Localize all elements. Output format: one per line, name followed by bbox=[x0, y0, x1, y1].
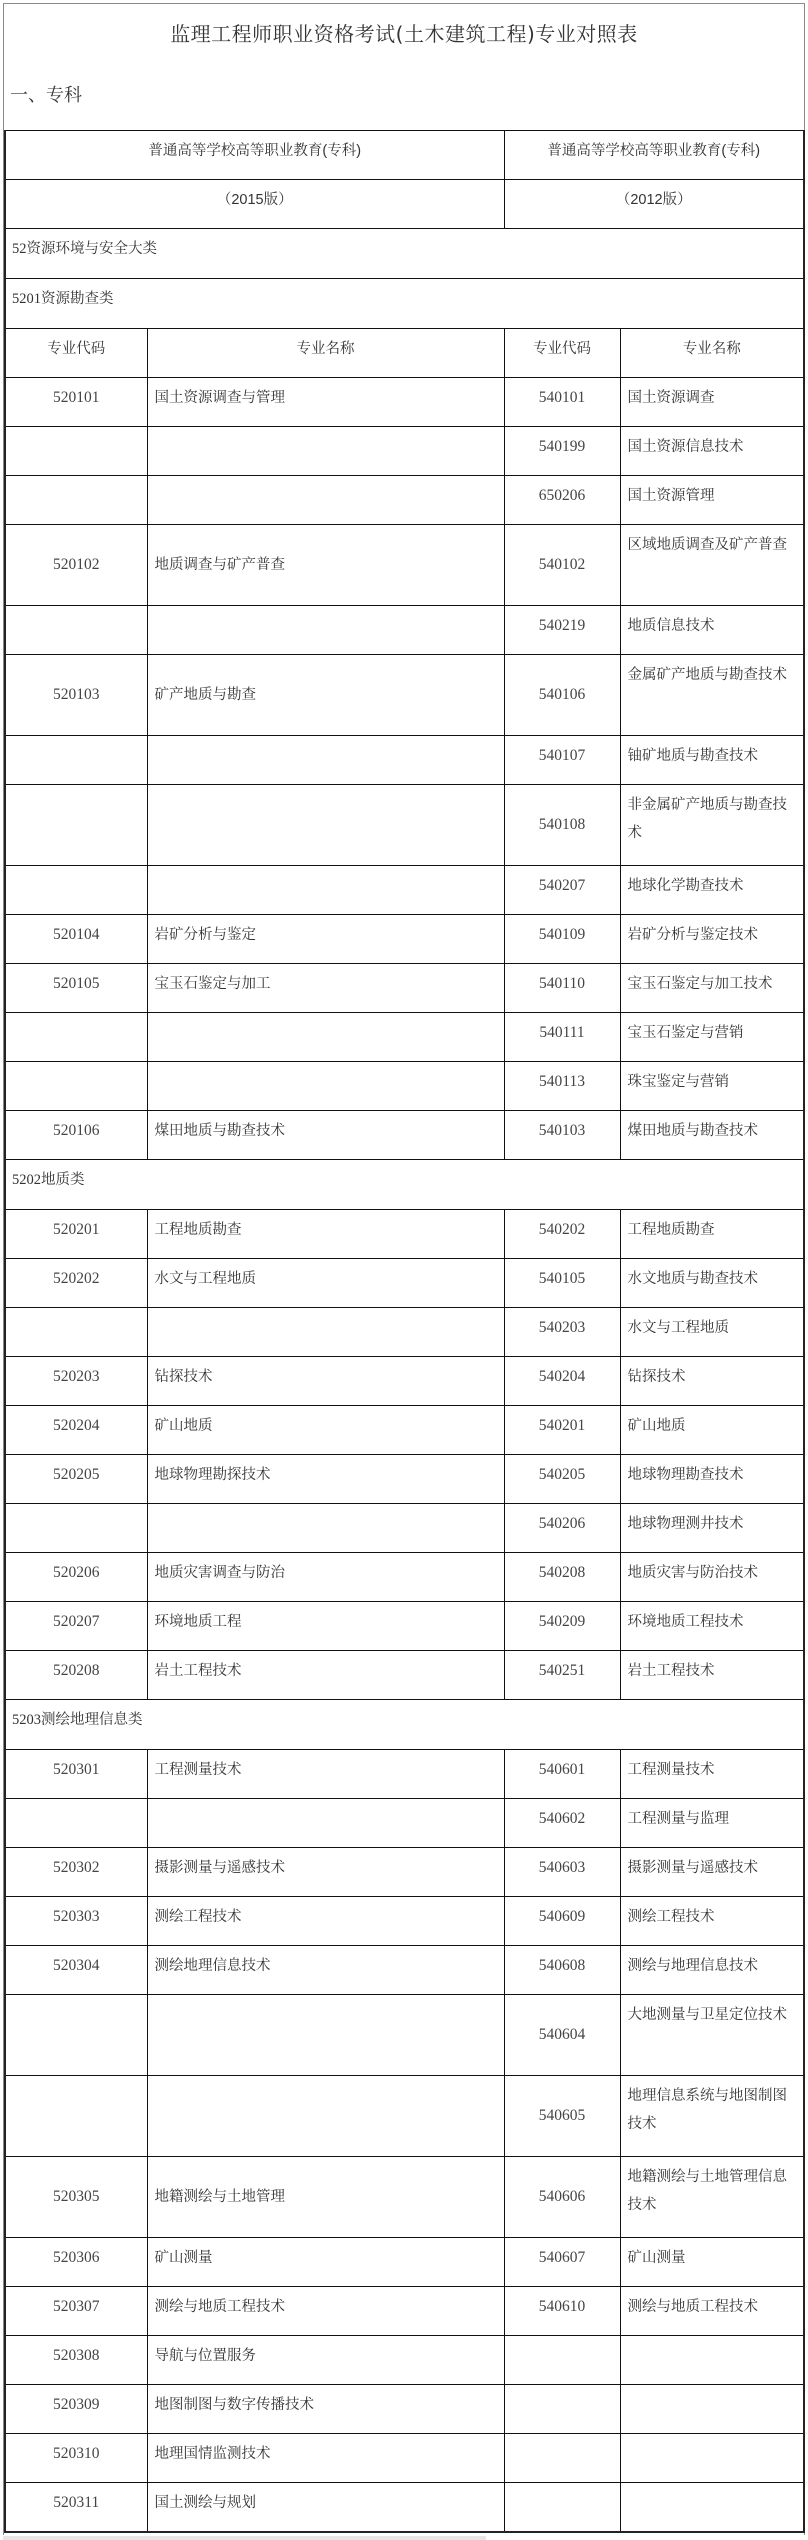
right-edition-title: 普通高等学校高等职业教育(专科) bbox=[504, 131, 804, 180]
name-2015 bbox=[147, 1062, 504, 1111]
table-row bbox=[5, 2385, 804, 2434]
table-row bbox=[5, 1210, 804, 1259]
name-2012: 矿山测量 bbox=[620, 2238, 804, 2287]
table-row bbox=[5, 1995, 804, 2076]
code-2015 bbox=[5, 1062, 147, 1111]
table-row bbox=[5, 1357, 804, 1406]
category-row bbox=[5, 279, 804, 329]
name-2012: 国土资源管理 bbox=[620, 476, 804, 525]
code-2012: 540110 bbox=[504, 964, 620, 1013]
name-2015: 地理国情监测技术 bbox=[147, 2434, 504, 2483]
name-2015: 测绘工程技术 bbox=[147, 1897, 504, 1946]
table-row bbox=[5, 378, 804, 427]
name-2012: 测绘与地质工程技术 bbox=[620, 2287, 804, 2336]
name-2012: 宝玉石鉴定与加工技术 bbox=[620, 964, 804, 1013]
name-2015: 岩土工程技术 bbox=[147, 1651, 504, 1700]
code-2015: 520103 bbox=[5, 655, 147, 736]
name-2012: 非金属矿产地质与勘查技术 bbox=[620, 785, 804, 866]
table-row bbox=[5, 1799, 804, 1848]
left-edition-version: （2015版） bbox=[5, 180, 504, 229]
code-2012: 540206 bbox=[504, 1504, 620, 1553]
code-2015 bbox=[5, 785, 147, 866]
code-2015 bbox=[5, 1308, 147, 1357]
code-2012: 540204 bbox=[504, 1357, 620, 1406]
name-2012: 摄影测量与遥感技术 bbox=[620, 1848, 804, 1897]
name-2015 bbox=[147, 1504, 504, 1553]
name-2015: 测绘与地质工程技术 bbox=[147, 2287, 504, 2336]
name-2015: 环境地质工程 bbox=[147, 1602, 504, 1651]
major-comparison-table bbox=[4, 130, 805, 2533]
name-2012: 钻探技术 bbox=[620, 1357, 804, 1406]
code-2012: 540201 bbox=[504, 1406, 620, 1455]
name-2012: 地球化学勘查技术 bbox=[620, 866, 804, 915]
name-2012: 地质灾害与防治技术 bbox=[620, 1553, 804, 1602]
name-2012: 珠宝鉴定与营销 bbox=[620, 1062, 804, 1111]
category-5203: 5203测绘地理信息类 bbox=[5, 1700, 804, 1750]
name-2015: 地球物理勘探技术 bbox=[147, 1455, 504, 1504]
code-2012: 540602 bbox=[504, 1799, 620, 1848]
right-edition-version: （2012版） bbox=[504, 180, 804, 229]
name-2015: 工程地质勘查 bbox=[147, 1210, 504, 1259]
edition-version-row bbox=[5, 180, 804, 229]
name-2015: 国土资源调查与管理 bbox=[147, 378, 504, 427]
name-2015: 矿山地质 bbox=[147, 1406, 504, 1455]
name-2015: 国土测绘与规划 bbox=[147, 2483, 504, 2532]
code-2012: 540610 bbox=[504, 2287, 620, 2336]
code-2012: 540605 bbox=[504, 2076, 620, 2157]
code-2012: 540219 bbox=[504, 606, 620, 655]
name-2012 bbox=[620, 2336, 804, 2385]
code-2012: 540609 bbox=[504, 1897, 620, 1946]
table-row bbox=[5, 1504, 804, 1553]
name-2015: 地质调查与矿产普查 bbox=[147, 525, 504, 606]
horizontal-scrollbar[interactable] bbox=[3, 2536, 486, 2540]
name-2012 bbox=[620, 2385, 804, 2434]
table-row bbox=[5, 476, 804, 525]
code-2015: 520303 bbox=[5, 1897, 147, 1946]
code-2015: 520308 bbox=[5, 2336, 147, 2385]
code-2012: 540251 bbox=[504, 1651, 620, 1700]
code-2015: 520306 bbox=[5, 2238, 147, 2287]
code-2012 bbox=[504, 2434, 620, 2483]
name-2015: 工程测量技术 bbox=[147, 1750, 504, 1799]
name-2015: 水文与工程地质 bbox=[147, 1259, 504, 1308]
code-2012: 540106 bbox=[504, 655, 620, 736]
code-2012: 540608 bbox=[504, 1946, 620, 1995]
category-row bbox=[5, 1160, 804, 1210]
code-2015: 520206 bbox=[5, 1553, 147, 1602]
name-2012: 岩土工程技术 bbox=[620, 1651, 804, 1700]
code-2015: 520310 bbox=[5, 2434, 147, 2483]
code-2012 bbox=[504, 2385, 620, 2434]
name-2015 bbox=[147, 2076, 504, 2157]
code-2015 bbox=[5, 1504, 147, 1553]
name-2015 bbox=[147, 1308, 504, 1357]
column-header-code-2015: 专业代码 bbox=[5, 329, 147, 378]
code-2012: 540105 bbox=[504, 1259, 620, 1308]
table-row bbox=[5, 2287, 804, 2336]
name-2012: 测绘工程技术 bbox=[620, 1897, 804, 1946]
edition-title-row bbox=[5, 131, 804, 180]
code-2015 bbox=[5, 866, 147, 915]
name-2012: 区域地质调查及矿产普查 bbox=[620, 525, 804, 606]
code-2015: 520202 bbox=[5, 1259, 147, 1308]
name-2015 bbox=[147, 1995, 504, 2076]
name-2012: 煤田地质与勘查技术 bbox=[620, 1111, 804, 1160]
code-2012: 540101 bbox=[504, 378, 620, 427]
table-row bbox=[5, 1651, 804, 1700]
code-2015 bbox=[5, 2076, 147, 2157]
name-2012: 大地测量与卫星定位技术 bbox=[620, 1995, 804, 2076]
code-2015: 520307 bbox=[5, 2287, 147, 2336]
code-2015: 520201 bbox=[5, 1210, 147, 1259]
table-row bbox=[5, 427, 804, 476]
column-header-name-2012: 专业名称 bbox=[620, 329, 804, 378]
column-header-name-2015: 专业名称 bbox=[147, 329, 504, 378]
code-2015: 520207 bbox=[5, 1602, 147, 1651]
name-2015: 矿山测量 bbox=[147, 2238, 504, 2287]
name-2012: 地籍测绘与土地管理信息技术 bbox=[620, 2157, 804, 2238]
table-row bbox=[5, 1111, 804, 1160]
name-2015: 岩矿分析与鉴定 bbox=[147, 915, 504, 964]
code-2015: 520105 bbox=[5, 964, 147, 1013]
table-row bbox=[5, 1946, 804, 1995]
name-2015: 测绘地理信息技术 bbox=[147, 1946, 504, 1995]
name-2012: 测绘与地理信息技术 bbox=[620, 1946, 804, 1995]
table-row bbox=[5, 2336, 804, 2385]
code-2015: 520208 bbox=[5, 1651, 147, 1700]
name-2012: 金属矿产地质与勘查技术 bbox=[620, 655, 804, 736]
name-2015: 矿产地质与勘查 bbox=[147, 655, 504, 736]
code-2015: 520204 bbox=[5, 1406, 147, 1455]
name-2015: 钻探技术 bbox=[147, 1357, 504, 1406]
name-2012: 岩矿分析与鉴定技术 bbox=[620, 915, 804, 964]
table-row bbox=[5, 1406, 804, 1455]
name-2012: 国土资源调查 bbox=[620, 378, 804, 427]
table-row bbox=[5, 1553, 804, 1602]
code-2015: 520311 bbox=[5, 2483, 147, 2532]
code-2012: 540209 bbox=[504, 1602, 620, 1651]
table-row bbox=[5, 2076, 804, 2157]
table-row bbox=[5, 1750, 804, 1799]
name-2012 bbox=[620, 2483, 804, 2532]
code-2012: 540601 bbox=[504, 1750, 620, 1799]
code-2015 bbox=[5, 1799, 147, 1848]
name-2012: 水文与工程地质 bbox=[620, 1308, 804, 1357]
name-2015: 宝玉石鉴定与加工 bbox=[147, 964, 504, 1013]
code-2012: 540208 bbox=[504, 1553, 620, 1602]
category-major: 52资源环境与安全大类 bbox=[5, 229, 804, 279]
name-2015 bbox=[147, 1799, 504, 1848]
table-row bbox=[5, 2157, 804, 2238]
table-row bbox=[5, 606, 804, 655]
code-2015 bbox=[5, 606, 147, 655]
table-row bbox=[5, 1308, 804, 1357]
name-2015 bbox=[147, 1013, 504, 1062]
name-2012: 地球物理测井技术 bbox=[620, 1504, 804, 1553]
name-2012: 宝玉石鉴定与营销 bbox=[620, 1013, 804, 1062]
table-row bbox=[5, 915, 804, 964]
category-5202: 5202地质类 bbox=[5, 1160, 804, 1210]
code-2015: 520104 bbox=[5, 915, 147, 964]
name-2015 bbox=[147, 606, 504, 655]
name-2012: 工程地质勘查 bbox=[620, 1210, 804, 1259]
name-2015 bbox=[147, 476, 504, 525]
document-title: 监理工程师职业资格考试(土木建筑工程)专业对照表 bbox=[170, 22, 638, 46]
name-2012: 地质信息技术 bbox=[620, 606, 804, 655]
code-2012: 650206 bbox=[504, 476, 620, 525]
name-2015 bbox=[147, 427, 504, 476]
code-2012: 540207 bbox=[504, 866, 620, 915]
code-2015: 520102 bbox=[5, 525, 147, 606]
table-row bbox=[5, 655, 804, 736]
table-row bbox=[5, 1848, 804, 1897]
left-edition-title: 普通高等学校高等职业教育(专科) bbox=[5, 131, 504, 180]
code-2015: 520106 bbox=[5, 1111, 147, 1160]
table-row bbox=[5, 736, 804, 785]
code-2015: 520205 bbox=[5, 1455, 147, 1504]
code-2015: 520301 bbox=[5, 1750, 147, 1799]
code-2012: 540202 bbox=[504, 1210, 620, 1259]
table-row bbox=[5, 1062, 804, 1111]
code-2012: 540603 bbox=[504, 1848, 620, 1897]
name-2012: 地理信息系统与地图制图技术 bbox=[620, 2076, 804, 2157]
code-2012: 540113 bbox=[504, 1062, 620, 1111]
name-2012: 地球物理勘查技术 bbox=[620, 1455, 804, 1504]
name-2012: 水文地质与勘查技术 bbox=[620, 1259, 804, 1308]
name-2012: 矿山地质 bbox=[620, 1406, 804, 1455]
name-2015: 地图制图与数字传播技术 bbox=[147, 2385, 504, 2434]
code-2012: 540604 bbox=[504, 1995, 620, 2076]
code-2012: 540108 bbox=[504, 785, 620, 866]
table-row bbox=[5, 525, 804, 606]
name-2015: 导航与位置服务 bbox=[147, 2336, 504, 2385]
code-2012: 540205 bbox=[504, 1455, 620, 1504]
name-2012: 工程测量与监理 bbox=[620, 1799, 804, 1848]
table-row bbox=[5, 2238, 804, 2287]
code-2015 bbox=[5, 427, 147, 476]
code-2015 bbox=[5, 736, 147, 785]
table-row bbox=[5, 2483, 804, 2532]
column-header-row bbox=[5, 329, 804, 378]
category-row bbox=[5, 229, 804, 279]
code-2015: 520302 bbox=[5, 1848, 147, 1897]
table-row bbox=[5, 785, 804, 866]
name-2015: 地质灾害调查与防治 bbox=[147, 1553, 504, 1602]
table-row bbox=[5, 866, 804, 915]
name-2015: 摄影测量与遥感技术 bbox=[147, 1848, 504, 1897]
name-2015 bbox=[147, 736, 504, 785]
name-2015: 地籍测绘与土地管理 bbox=[147, 2157, 504, 2238]
table-row bbox=[5, 964, 804, 1013]
code-2015: 520203 bbox=[5, 1357, 147, 1406]
code-2012: 540103 bbox=[504, 1111, 620, 1160]
code-2015: 520304 bbox=[5, 1946, 147, 1995]
code-2012: 540607 bbox=[504, 2238, 620, 2287]
name-2012 bbox=[620, 2434, 804, 2483]
name-2012: 工程测量技术 bbox=[620, 1750, 804, 1799]
section-heading: 一、专科 bbox=[10, 85, 82, 106]
category-row bbox=[5, 1700, 804, 1750]
column-header-code-2012: 专业代码 bbox=[504, 329, 620, 378]
table-row bbox=[5, 1259, 804, 1308]
code-2012: 540109 bbox=[504, 915, 620, 964]
table-row bbox=[5, 2434, 804, 2483]
code-2012 bbox=[504, 2336, 620, 2385]
category-5201: 5201资源勘查类 bbox=[5, 279, 804, 329]
code-2012: 540111 bbox=[504, 1013, 620, 1062]
name-2012: 铀矿地质与勘查技术 bbox=[620, 736, 804, 785]
code-2015 bbox=[5, 476, 147, 525]
code-2012 bbox=[504, 2483, 620, 2532]
name-2012: 环境地质工程技术 bbox=[620, 1602, 804, 1651]
code-2015: 520101 bbox=[5, 378, 147, 427]
name-2015 bbox=[147, 866, 504, 915]
name-2015 bbox=[147, 785, 504, 866]
name-2012: 国土资源信息技术 bbox=[620, 427, 804, 476]
code-2015 bbox=[5, 1013, 147, 1062]
code-2012: 540606 bbox=[504, 2157, 620, 2238]
table-row bbox=[5, 1455, 804, 1504]
code-2012: 540203 bbox=[504, 1308, 620, 1357]
name-2015: 煤田地质与勘查技术 bbox=[147, 1111, 504, 1160]
table-row bbox=[5, 1602, 804, 1651]
code-2012: 540199 bbox=[504, 427, 620, 476]
table-row bbox=[5, 1013, 804, 1062]
table-row bbox=[5, 1897, 804, 1946]
code-2012: 540102 bbox=[504, 525, 620, 606]
code-2015: 520309 bbox=[5, 2385, 147, 2434]
code-2015: 520305 bbox=[5, 2157, 147, 2238]
code-2015 bbox=[5, 1995, 147, 2076]
code-2012: 540107 bbox=[504, 736, 620, 785]
